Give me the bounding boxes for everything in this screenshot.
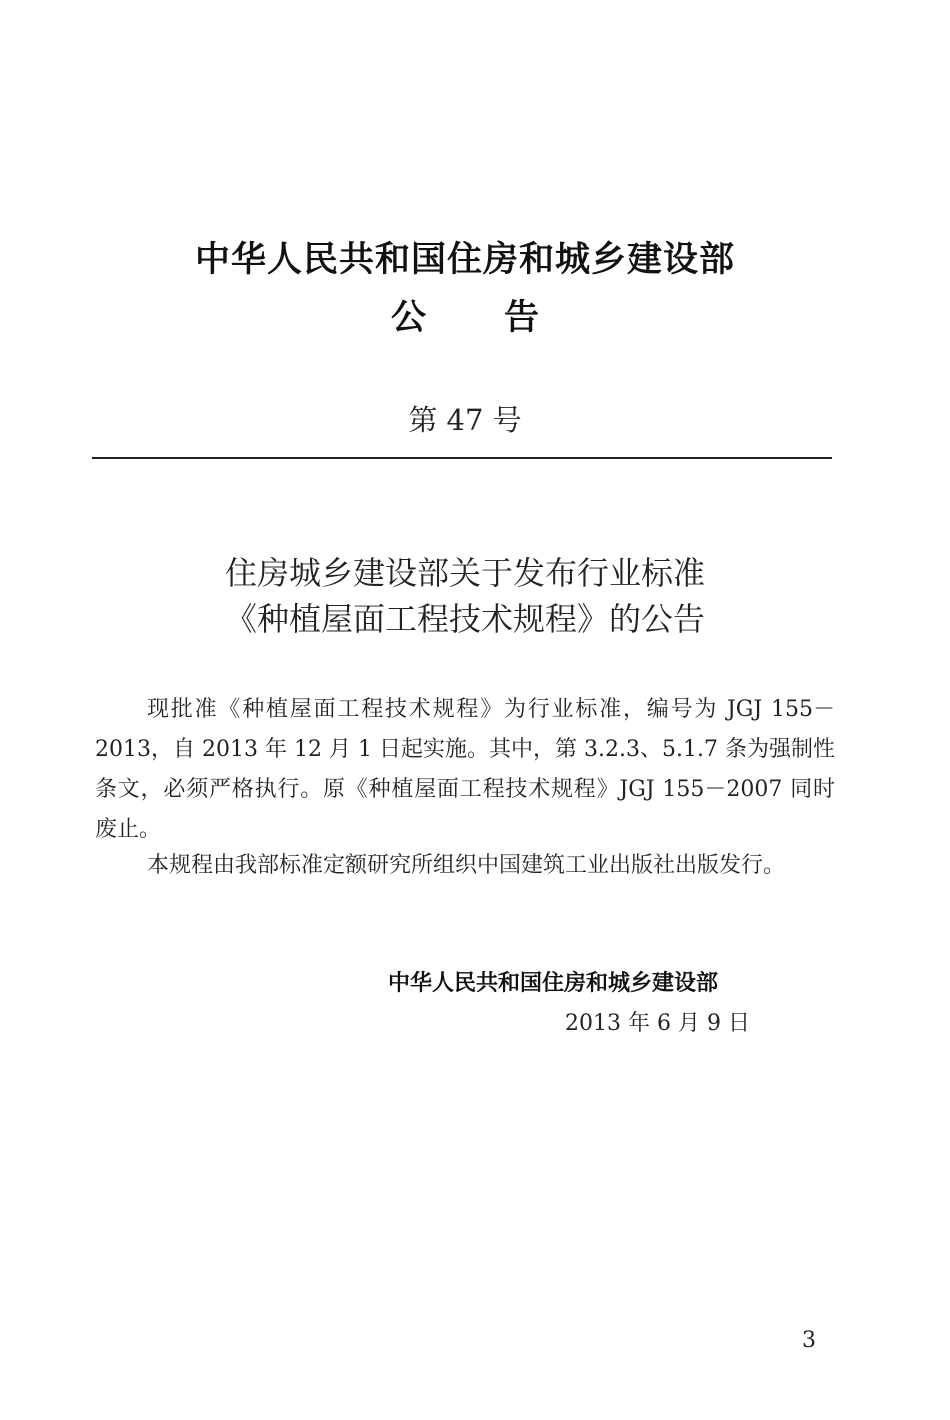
divider-line — [92, 457, 832, 459]
signature-signer: 中华人民共和国住房和城乡建设部 — [388, 971, 719, 996]
body-paragraph-2: 本规程由我部标准定额研究所组织中国建筑工业出版社出版发行。 — [147, 853, 786, 878]
body-paragraph-1: 现批准《种植屋面工程技术规程》为行业标准，编号为 JGJ 155－2013，自 2013 年 12 月 1 日起实施。其中，第 3.2.3、5.1.7 条为强制性条文，必须严格执行。原《种植屋面工程技术规程》JGJ 155－2007 同时废止。 — [95, 697, 835, 842]
issuer-title: 中华人民共和国住房和城乡建设部 — [194, 240, 735, 280]
announcement-title-line-2: 《种植屋面工程技术规程》的公告 — [224, 600, 705, 638]
signature-date: 2013 年 6 月 9 日 — [565, 1011, 750, 1036]
document-number: 第 47 号 — [408, 403, 522, 437]
page-number: 3 — [802, 1328, 816, 1353]
document-type: 公告 — [390, 298, 617, 338]
announcement-title-line-1: 住房城乡建设部关于发布行业标准 — [224, 554, 705, 592]
